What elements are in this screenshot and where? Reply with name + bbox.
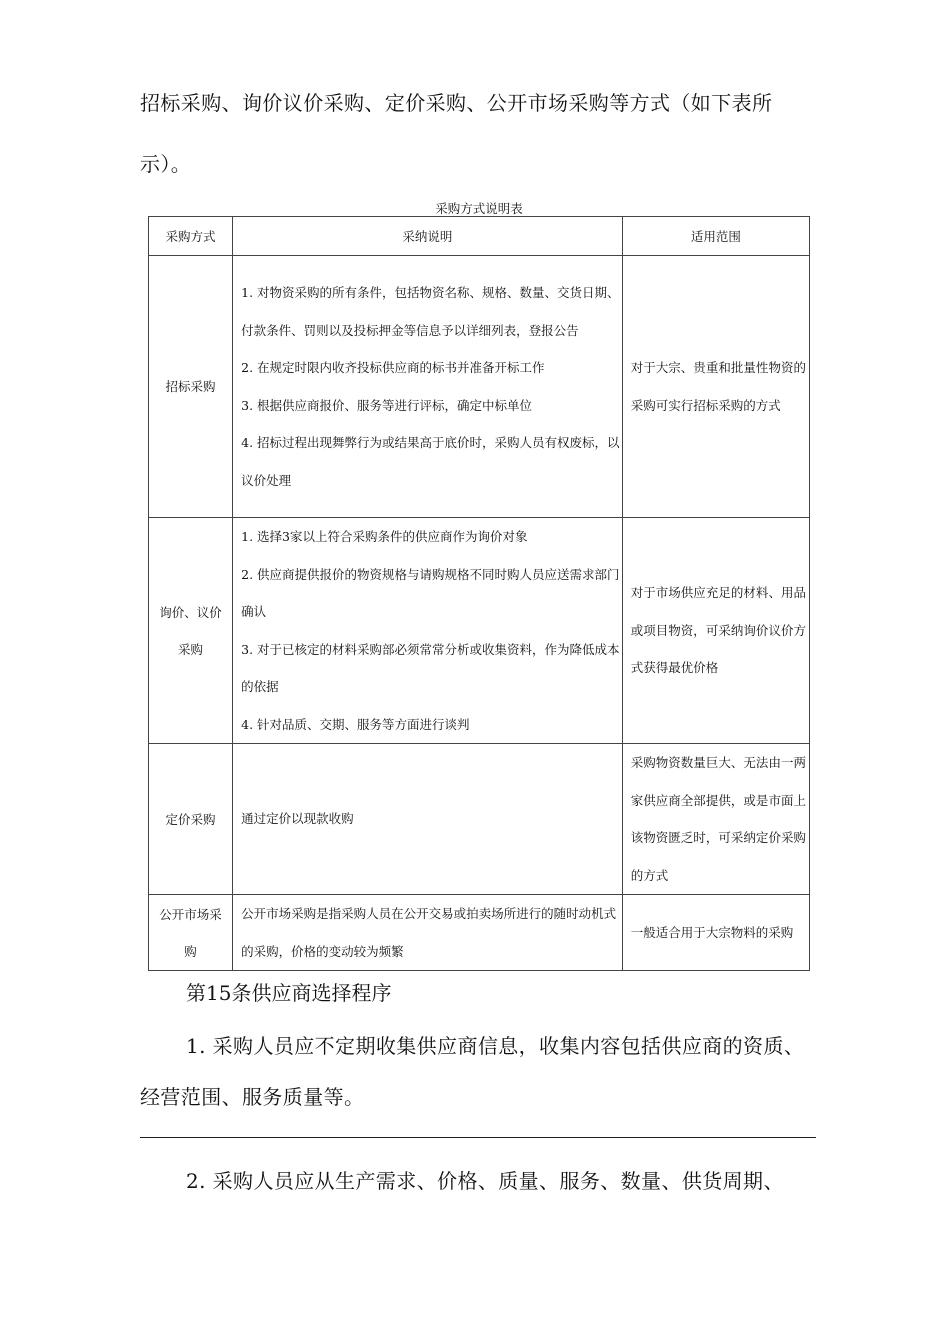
- description-item: 2. 在规定时限内收齐投标供应商的标书并准备开标工作: [241, 360, 545, 375]
- header-scope: 适用范围: [622, 217, 809, 256]
- method-cell: 招标采购: [149, 256, 233, 518]
- intro-paragraph: 招标采购、询价议价采购、定价采购、公开市场采购等方式（如下表所示）。: [140, 91, 773, 176]
- header-method: 采购方式: [149, 217, 233, 256]
- description-item: 3. 根据供应商报价、服务等进行评标，确定中标单位: [241, 397, 533, 413]
- list-item: 2. 采购人员应从生产需求、价格、质量、服务、数量、供货周期、: [186, 1169, 784, 1193]
- description-item: 4. 针对品质、交期、服务等方面进行谈判: [241, 716, 470, 732]
- description-item: 2. 供应商提供报价的物资规格与请购规格不同时购人员应送需求部门确认: [241, 566, 620, 619]
- description-item: 公开市场采购是指采购人员在公开交易或拍卖场所进行的随时动机式的采购，价格的变动较为频繁: [241, 906, 617, 959]
- scope-cell: 对于大宗、贵重和批量性物资的采购可实行招标采购的方式: [622, 256, 809, 518]
- description-cell: [233, 518, 623, 744]
- description-cell: [233, 895, 623, 971]
- table-row: [149, 256, 810, 518]
- list-item: 1. 采购人员应不定期收集供应商信息，收集内容包括供应商的资质、经营范围、服务质量等。: [140, 1034, 805, 1109]
- description-cell: [233, 256, 623, 518]
- description-item: 4. 招标过程出现舞弊行为或结果高于底价时，采购人员有权废标，以议价处理: [241, 435, 620, 488]
- scope-cell: 一般适合用于大宗物料的采购: [622, 895, 809, 971]
- method-cell: 定价采购: [149, 744, 233, 895]
- method-cell: 询价、议价采购: [149, 518, 233, 744]
- description-item: 1. 对物资采购的所有条件，包括物资名称、规格、数量、交货日期、付款条件、罚则以及投标押金等信息予以详细列表，登报公告: [241, 285, 620, 338]
- table-row: [149, 895, 810, 971]
- section-heading: 第15条供应商选择程序: [186, 981, 392, 1005]
- method-cell: 公开市场采购: [149, 895, 233, 971]
- description-item: 1. 选择3家以上符合采购条件的供应商作为询价对象: [241, 529, 528, 544]
- table-header-row: [149, 217, 810, 256]
- description-item: 通过定价以现款收购: [241, 811, 354, 827]
- description-item: 3. 对于已核定的材料采购部必须常常分析或收集资料，作为降低成本的依据: [241, 641, 620, 694]
- table-caption: 采购方式说明表: [435, 201, 523, 216]
- procurement-methods-table: [148, 216, 810, 971]
- table-row: [149, 518, 810, 744]
- scope-cell: 对于市场供应充足的材料、用品或项目物资，可采纳询价议价方式获得最优价格: [622, 518, 809, 744]
- description-cell: [233, 744, 623, 895]
- scope-cell: 采购物资数量巨大、无法由一两家供应商全部提供，或是市面上该物资匮乏时，可采纳定价采购的方式: [622, 744, 809, 895]
- page-divider: [140, 1137, 816, 1138]
- header-description: 采纳说明: [233, 217, 623, 256]
- table-row: [149, 744, 810, 895]
